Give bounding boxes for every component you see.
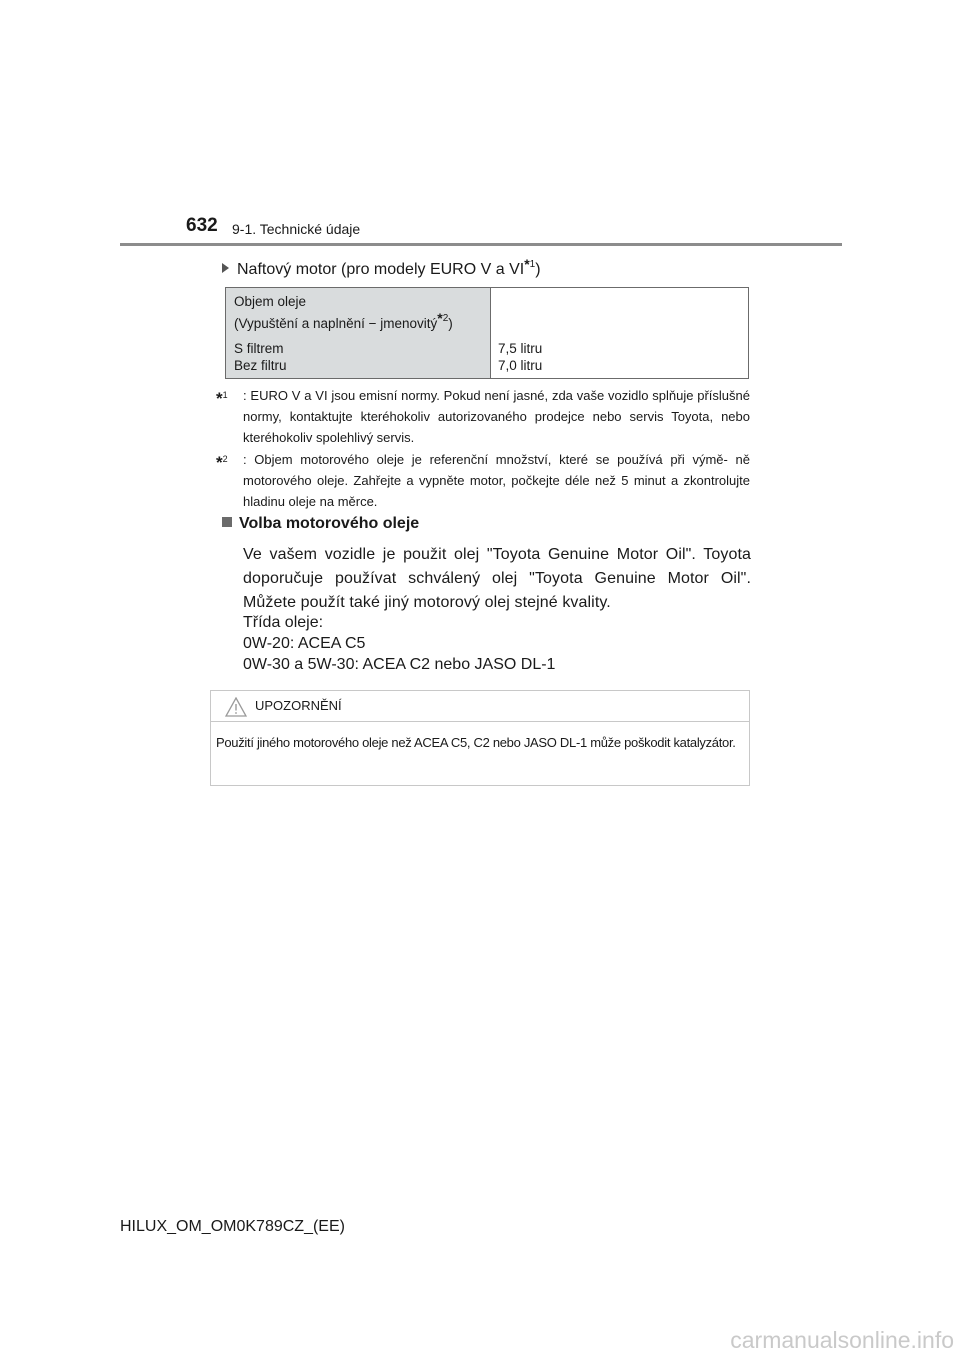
footnote-ref-1: *1 (524, 256, 536, 272)
warning-triangle-icon (225, 697, 247, 717)
oil-selection-heading: Volba motorového oleje (222, 515, 419, 533)
oil-grade-list (243, 612, 555, 675)
notice-header (211, 691, 749, 722)
square-bullet-icon (222, 517, 232, 527)
notice-label: UPOZORNĚNÍ (255, 698, 342, 713)
oil-grade-line-1: 0W-20: ACEA C5 (243, 635, 366, 652)
triangle-bullet-icon (222, 263, 229, 273)
with-filter-value: 7,5 litru (498, 341, 543, 356)
without-filter-label: Bez filtru (234, 358, 287, 373)
capacity-label: Objem oleje (Vypuštění a naplnění − jmenovitý$^{*2}$) (234, 294, 453, 331)
footnote-2: *$^2$ : Objem motorového oleje je referenční množství, které se používá při výmě- ně motorového oleje. Zahřejte a vypněte motor, počkejte déle než 5 minut a zkontrolujte hladinu oleje na měrce. (216, 452, 750, 509)
page-number: 632 (186, 215, 218, 236)
notice-box (210, 690, 750, 786)
oil-recommendation-paragraph: Ve vašem vozidle je použit olej "Toyota Genuine Motor Oil". Toyota doporučuje používat schválený olej "Toyota Genuine Motor Oil". Můžete použít také jiný motorový olej stejné kvality. (243, 546, 751, 611)
watermark: carmanualsonline.info (730, 1327, 954, 1353)
with-filter-label: S filtrem (234, 341, 284, 356)
oil-grade-line-2: 0W-30 a 5W-30: ACEA C2 nebo JASO DL-1 (243, 656, 556, 673)
capacity-values (498, 340, 542, 374)
filter-labels (234, 340, 287, 374)
without-filter-value: 7,0 litru (498, 358, 543, 373)
footnote-1: *$^1$ : EURO V a VI jsou emisní normy. Pokud není jasné, zda vaše vozidlo splňuje příslušné normy, kontaktujte kteréhokoliv autorizovaného prodejce nebo servis Toyota, nebo kteréhokoliv spolehlivý servis. (216, 388, 750, 445)
oil-grade-label: Třída oleje: (243, 614, 324, 631)
notice-text: Použití jiného motorového oleje než ACEA C5, C2 nebo JASO DL-1 může poškodit katalyzátor. (216, 735, 736, 750)
header-divider (120, 243, 842, 246)
section-title: 9-1. Technické údaje (232, 221, 361, 237)
diesel-engine-heading: Naftový motor (pro modely EURO V a VI$^{*1}$) (222, 256, 541, 279)
document-id: HILUX_OM_OM0K789CZ_(EE) (120, 1218, 345, 1235)
oil-capacity-table (225, 287, 749, 379)
